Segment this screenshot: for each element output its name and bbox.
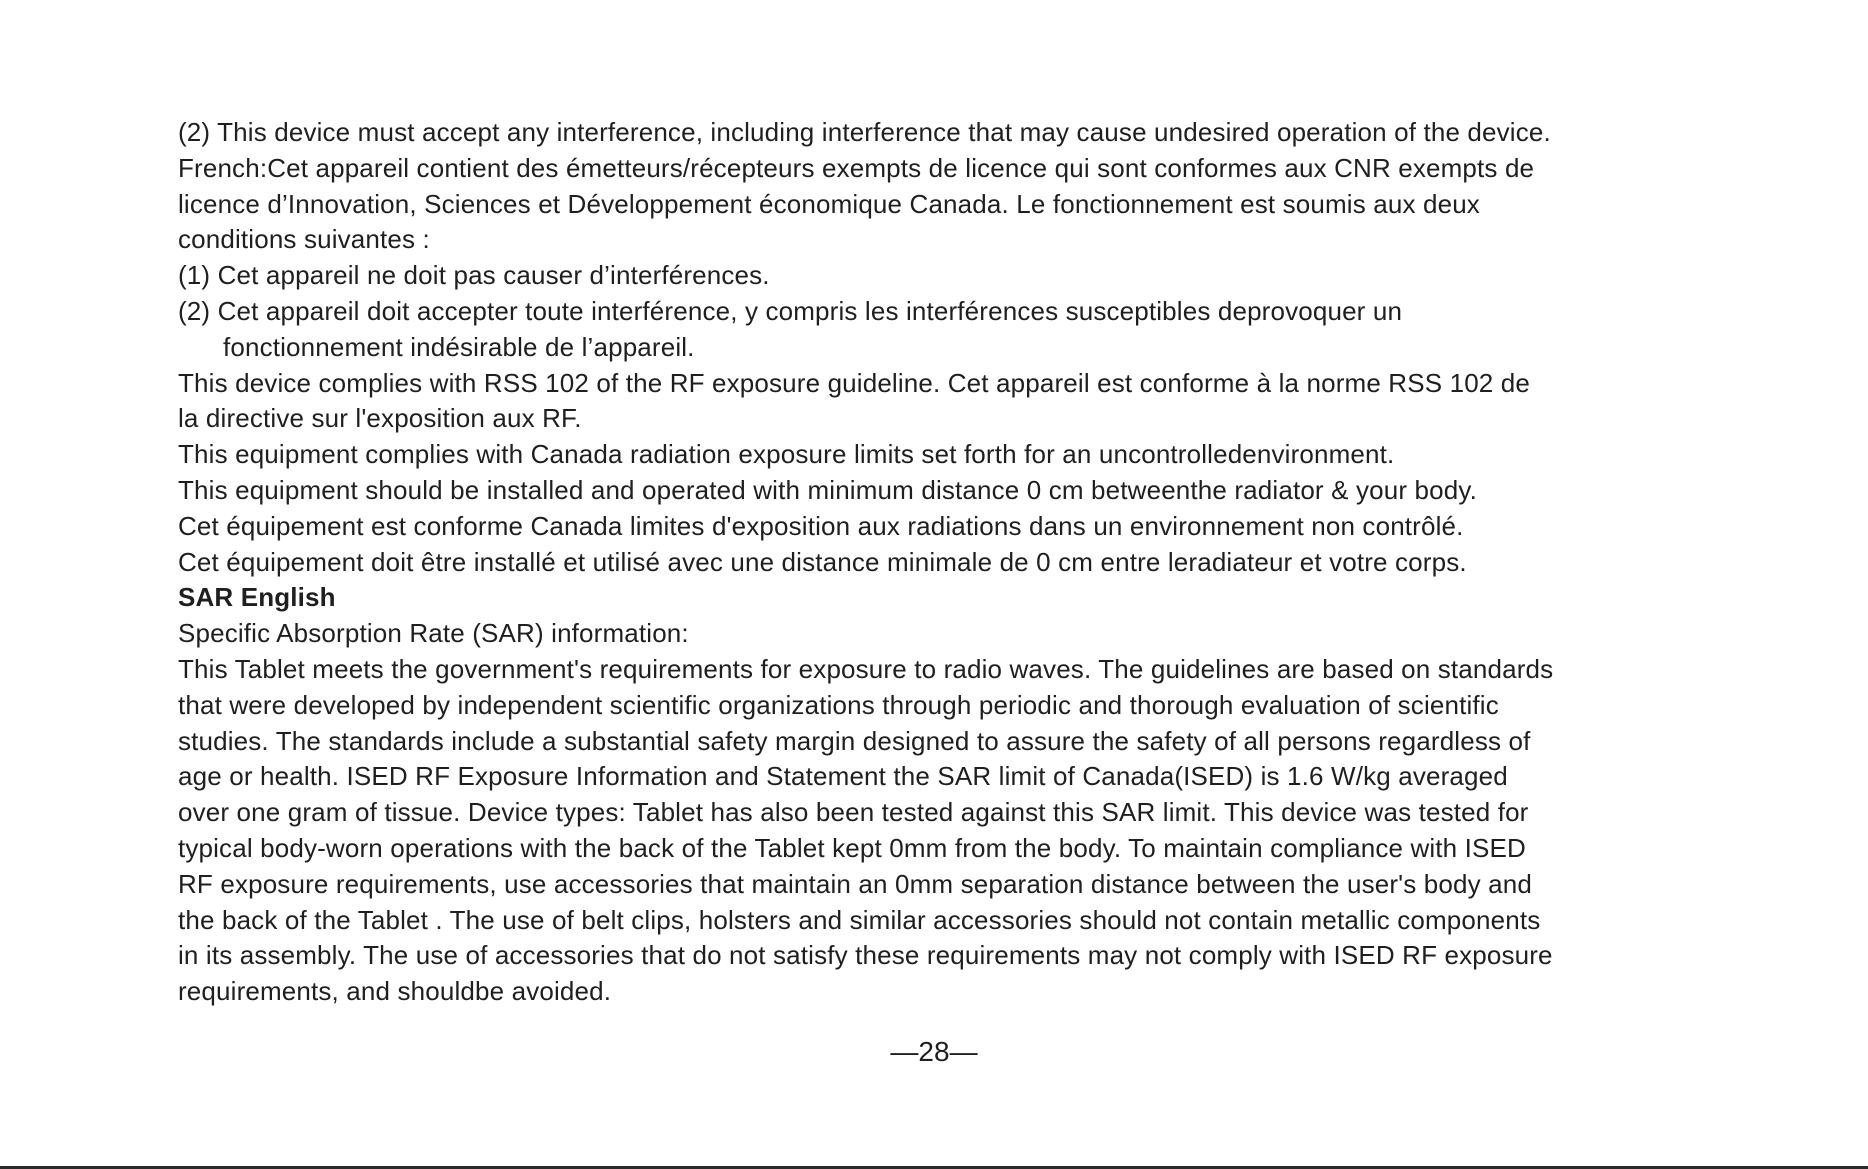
paragraph-line: (2) This device must accept any interference, including interference that may cause undesired operation of the device. [178, 117, 1551, 147]
paragraph-line: Cet équipement est conforme Canada limites d'exposition aux radiations dans un environnement non contrôlé. [178, 510, 1464, 541]
paragraph-line: la directive sur l'exposition aux RF. [178, 403, 582, 434]
paragraph-line: requirements, and shouldbe avoided. [178, 976, 612, 1007]
paragraph-line: typical body-worn operations with the back of the Tablet kept 0mm from the body. To maintain compliance with ISED [178, 832, 1526, 863]
paragraph-line: (1) Cet appareil ne doit pas causer d’interférences. [178, 260, 770, 291]
section-heading: SAR English [178, 582, 336, 613]
paragraph-line: French:Cet appareil contient des émetteurs/récepteurs exempts de licence qui sont conformes aux CNR exempts de [178, 152, 1535, 183]
paragraph-line: This equipment complies with Canada radiation exposure limits set forth for an uncontrolledenvironment. [178, 439, 1395, 470]
paragraph-line: that were developed by independent scientific organizations through periodic and thorough evaluation of scientific [178, 689, 1499, 720]
paragraph-line: Specific Absorption Rate (SAR) information: [178, 618, 689, 649]
paragraph-line: in its assembly. The use of accessories that do not satisfy these requirements may not comply with ISED RF exposure [178, 940, 1553, 971]
page-body [178, 115, 1708, 1010]
paragraph-line: licence d’Innovation, Sciences et Développement économique Canada. Le fonctionnement est soumis aux deux [178, 188, 1480, 219]
page-number: —28— [890, 1036, 978, 1067]
paragraph-line: This device complies with RSS 102 of the RF exposure guideline. Cet appareil est conforme à la norme RSS 102 de [178, 367, 1531, 398]
paragraph-line: RF exposure requirements, use accessories that maintain an 0mm separation distance between the user's body and [178, 868, 1532, 899]
paragraph-line: the back of the Tablet . The use of belt clips, holsters and similar accessories should not contain metallic components [178, 904, 1541, 935]
paragraph-line: over one gram of tissue. Device types: Tablet has also been tested against this SAR limit. This device was tested for [178, 797, 1529, 828]
paragraph-line: conditions suivantes : [178, 224, 430, 255]
paragraph-line: studies. The standards include a substantial safety margin designed to assure the safety of all persons regardless of [178, 725, 1531, 756]
paragraph-line: This equipment should be installed and operated with minimum distance 0 cm betweenthe radiator & your body. [178, 474, 1477, 505]
paragraph-line: fonctionnement indésirable de l’appareil. [223, 331, 695, 362]
paragraph-line: Cet équipement doit être installé et utilisé avec une distance minimale de 0 cm entre leradiateur et votre corps. [178, 546, 1467, 577]
paragraph-line: This Tablet meets the government's requirements for exposure to radio waves. The guidelines are based on standards [178, 653, 1554, 684]
paragraph-line: age or health. ISED RF Exposure Information and Statement the SAR limit of Canada(ISED) is 1.6 W/kg averaged [178, 761, 1508, 792]
paragraph-line: (2) Cet appareil doit accepter toute interférence, y compris les interférences susceptibles deprovoquer un [178, 295, 1403, 326]
